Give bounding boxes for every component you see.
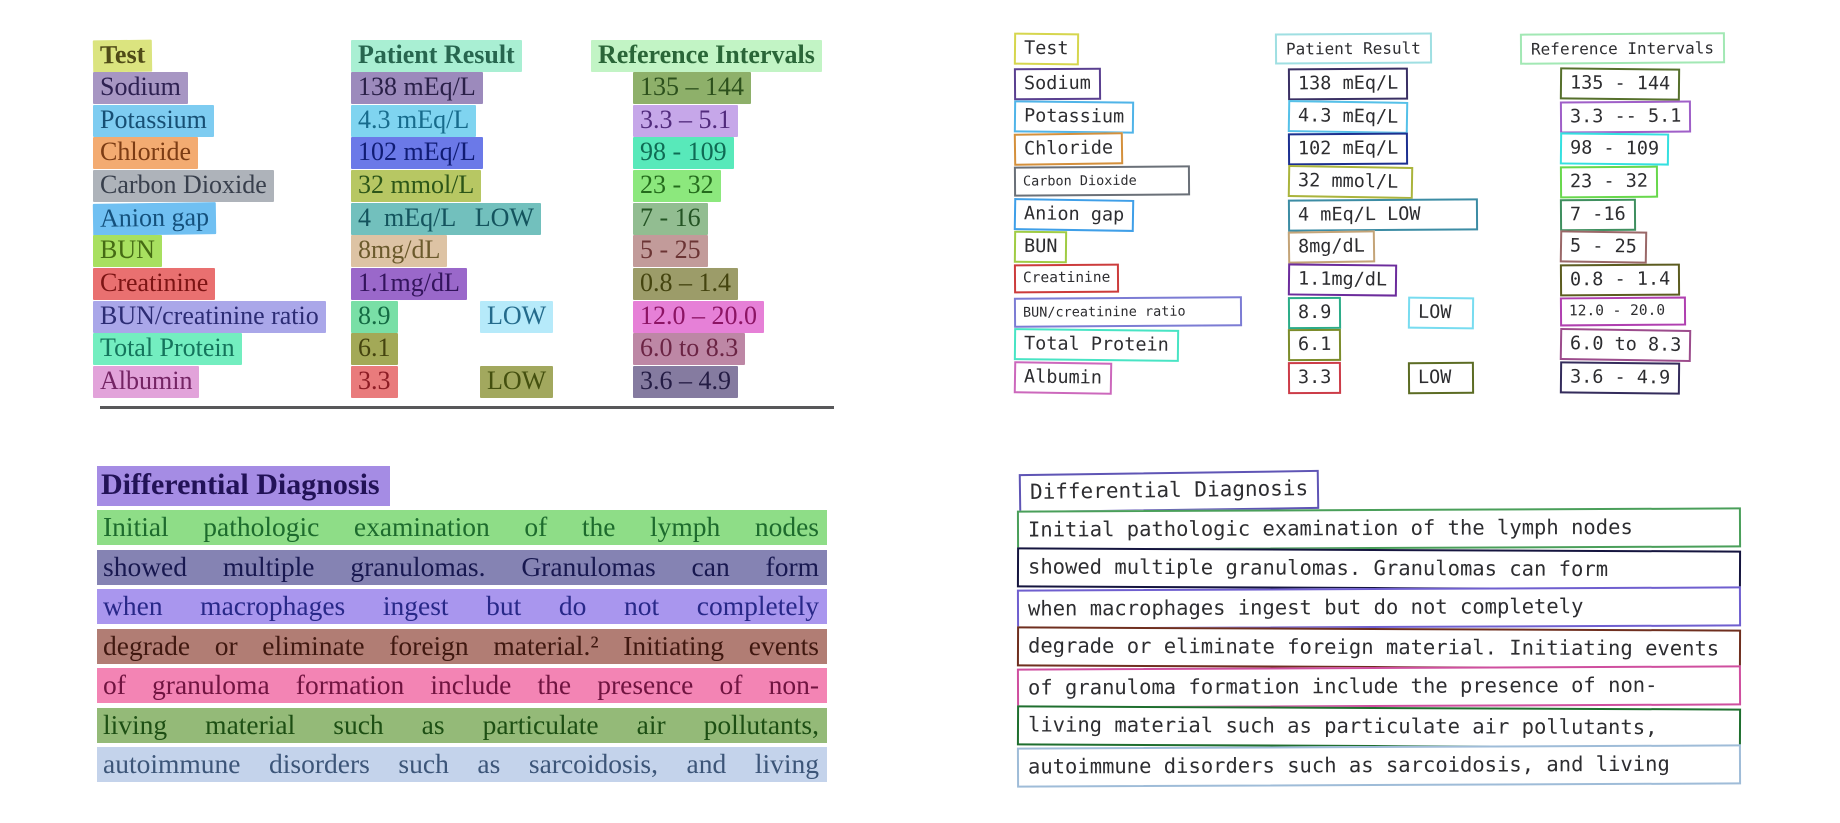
ocr-test-box: Total Protein: [1014, 328, 1179, 362]
diagnosis-line: autoimmune disorders such as sarcoidosis, and living: [97, 747, 827, 782]
doc-test-cell: Total Protein: [93, 333, 242, 365]
ocr-ref-box: 23 - 32: [1560, 166, 1658, 199]
diagnosis-line: showed multiple granulomas. Granulomas can form: [97, 550, 827, 585]
ocr-result-box: 6.1: [1288, 329, 1342, 361]
ocr-ref-box: 7 -16: [1560, 199, 1636, 232]
ocr-result-box: 8.9: [1288, 297, 1342, 329]
ocr-diagnosis-line-box: Initial pathologic examination of the lymph nodes: [1017, 507, 1741, 550]
doc-test-cell: BUN: [93, 235, 162, 267]
ocr-diagnosis-line-box: degrade or eliminate foreign material. Initiating events: [1017, 626, 1741, 669]
diagnosis-line: when macrophages ingest but do not completely: [97, 589, 827, 624]
ocr-test-box: Carbon Dioxide: [1014, 165, 1190, 196]
doc-result-cell: 138 mEq/L: [351, 72, 483, 104]
doc-ref-cell: 135 – 144: [633, 72, 751, 104]
ocr-test-box: Albumin: [1014, 361, 1112, 395]
ocr-test-box: Creatinine: [1014, 264, 1120, 294]
ocr-diagnosis-line-box: when macrophages ingest but do not completely: [1017, 586, 1741, 629]
divider-line: [100, 406, 834, 409]
doc-test-cell: Chloride: [93, 137, 198, 169]
ocr-result-box: 32 mmol/L: [1288, 165, 1413, 199]
ocr-test-box: BUN/creatinine ratio: [1014, 296, 1242, 328]
ocr-result-box: 8mg/dL: [1288, 230, 1375, 263]
ocr-diagnosis-line-box: of granuloma formation include the presence of non-: [1017, 665, 1741, 708]
ocr-diagnosis-line-box: showed multiple granulomas. Granulomas can form: [1017, 547, 1741, 590]
doc-ref-cell: 3.6 – 4.9: [633, 366, 738, 398]
diagnosis-line: of granuloma formation include the presence of non-: [97, 668, 827, 703]
ocr-test-box: Sodium: [1014, 68, 1101, 101]
doc-test-cell: Potassium: [93, 105, 214, 137]
ocr-low-box: LOW: [1408, 362, 1474, 394]
ocr-ref-box: 3.6 - 4.9: [1560, 361, 1681, 394]
ocr-test-box: Chloride: [1014, 132, 1124, 166]
ocr-result-box: 4 mEq/L LOW: [1288, 198, 1478, 231]
ocr-header-reference-intervals-box: Reference Intervals: [1520, 32, 1725, 64]
ocr-diagnosis-heading-box: Differential Diagnosis: [1019, 470, 1320, 513]
ocr-result-box: 102 mEq/L: [1288, 133, 1408, 166]
ocr-diagnosis-line-box: autoimmune disorders such as sarcoidosis, and living: [1017, 744, 1741, 787]
doc-ref-cell: 98 - 109: [633, 137, 734, 169]
ocr-test-box: BUN: [1014, 231, 1068, 264]
ocr-diagnosis-line-box: living material such as particulate air pollutants,: [1017, 705, 1741, 748]
doc-ref-cell: 12.0 – 20.0: [633, 301, 764, 333]
ocr-result-box: 3.3: [1288, 362, 1342, 394]
doc-result-cell: 1.1mg/dL: [351, 268, 467, 300]
doc-ref-cell: 3.3 – 5.1: [633, 105, 738, 137]
doc-result-cell: 8.9: [351, 301, 398, 333]
ocr-result-box: 4.3 mEq/L: [1288, 100, 1409, 134]
ocr-test-box: Anion gap: [1014, 198, 1135, 232]
doc-low-badge: LOW: [480, 366, 553, 398]
ocr-result-box: 138 mEq/L: [1288, 68, 1408, 101]
diagnosis-heading: Differential Diagnosis: [97, 466, 390, 506]
ocr-ref-box: 6.0 to 8.3: [1560, 328, 1692, 362]
doc-header-patient-result: Patient Result: [351, 40, 522, 72]
doc-header-test: Test: [93, 40, 153, 73]
doc-result-cell: 4.3 mEq/L: [351, 105, 476, 137]
ocr-test-box: Potassium: [1014, 100, 1135, 133]
doc-test-cell: Albumin: [93, 366, 199, 398]
ocr-result-box: 1.1mg/dL: [1288, 263, 1397, 296]
ocr-ref-box: 98 - 109: [1560, 132, 1669, 165]
ocr-ref-box: 12.0 - 20.0: [1560, 297, 1686, 327]
ocr-ref-box: 3.3 -- 5.1: [1560, 101, 1692, 134]
doc-test-cell: Carbon Dioxide: [93, 170, 274, 202]
ocr-header-test-box: Test: [1014, 33, 1079, 66]
ocr-ref-box: 5 - 25: [1560, 230, 1647, 263]
doc-ref-cell: 6.0 to 8.3: [633, 333, 745, 365]
doc-ref-cell: 23 - 32: [633, 170, 721, 202]
doc-ref-cell: 5 - 25: [633, 235, 708, 267]
doc-result-cell: 102 mEq/L: [351, 137, 483, 169]
ocr-ref-box: 0.8 - 1.4: [1560, 264, 1680, 297]
diagnosis-line: living material such as particulate air pollutants,: [97, 708, 827, 743]
ocr-header-patient-result-box: Patient Result: [1275, 32, 1432, 64]
document-panel: [93, 40, 843, 400]
doc-test-cell: Sodium: [93, 72, 188, 104]
doc-result-cell: 32 mmol/L: [351, 170, 481, 202]
ocr-low-box: LOW: [1408, 297, 1474, 330]
ocr-ref-box: 135 - 144: [1560, 67, 1681, 100]
doc-test-cell: Anion gap: [93, 202, 216, 236]
doc-test-cell: BUN/creatinine ratio: [93, 301, 326, 333]
diagnosis-line: degrade or eliminate foreign material.² Initiating events: [97, 629, 827, 664]
doc-result-cell: 3.3: [351, 366, 398, 398]
doc-result-cell: 6.1: [351, 333, 398, 365]
doc-ref-cell: 7 - 16: [633, 203, 708, 235]
doc-result-cell: 4 mEq/L LOW: [351, 203, 541, 235]
doc-header-reference-intervals: Reference Intervals: [591, 40, 822, 72]
diagnosis-line: Initial pathologic examination of the lymph nodes: [97, 510, 827, 545]
doc-result-cell: 8mg/dL: [351, 235, 447, 267]
doc-test-cell: Creatinine: [93, 268, 215, 300]
doc-low-badge: LOW: [480, 301, 553, 333]
doc-ref-cell: 0.8 – 1.4: [633, 268, 738, 300]
